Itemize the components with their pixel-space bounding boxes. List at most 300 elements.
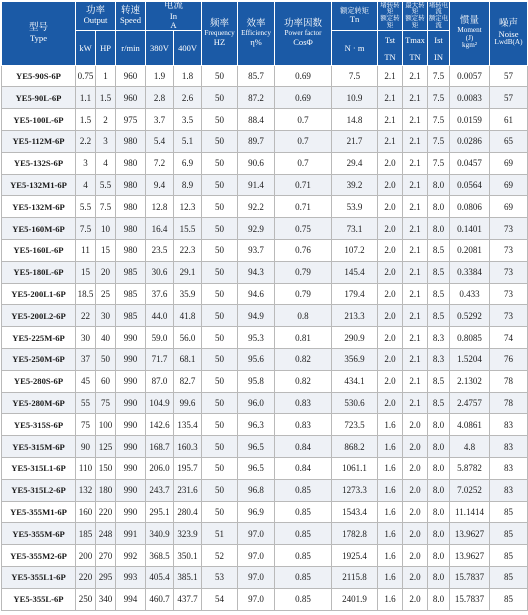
cell-current-380v: 59.0	[146, 327, 174, 349]
cell-output-hp: 150	[96, 457, 116, 479]
table-row	[2, 305, 528, 327]
cell-output-kw: 4	[76, 174, 96, 196]
cell-max-torque-ratio: 2.0	[403, 436, 428, 458]
cell-inertia: 15.7837	[450, 588, 490, 610]
cell-output-kw: 22	[76, 305, 96, 327]
cell-model: YE5-200L2-6P	[2, 305, 76, 327]
table-row	[2, 65, 528, 87]
cell-current-400v: 5.1	[174, 130, 202, 152]
cell-model: YE5-280S-6P	[2, 370, 76, 392]
header-type: 型号 Type	[2, 2, 76, 66]
cell-rated-torque: 10.9	[332, 87, 378, 109]
header-noise: 噪声 Noise LwdB(A)	[490, 2, 528, 66]
cell-rated-torque: 1543.4	[332, 501, 378, 523]
cell-inertia: 1.5204	[450, 348, 490, 370]
cell-inertia: 13.9627	[450, 523, 490, 545]
cell-output-hp: 3	[96, 130, 116, 152]
cell-efficiency: 93.7	[238, 239, 275, 261]
cell-current-400v: 15.5	[174, 218, 202, 240]
cell-current-400v: 2.6	[174, 87, 202, 109]
cell-efficiency: 87.2	[238, 87, 275, 109]
cell-locked-current-ratio: 8.0	[428, 436, 450, 458]
table-row	[2, 414, 528, 436]
cell-locked-torque-ratio: 2.0	[378, 305, 403, 327]
cell-current-380v: 168.7	[146, 436, 174, 458]
cell-locked-torque-ratio: 2.1	[378, 87, 403, 109]
table-row	[2, 370, 528, 392]
cell-locked-current-ratio: 8.5	[428, 239, 450, 261]
header-speed-unit: r/min	[116, 31, 146, 66]
cell-locked-current-ratio: 8.0	[428, 479, 450, 501]
cell-rated-torque: 145.4	[332, 261, 378, 283]
cell-locked-current-ratio: 8.0	[428, 566, 450, 588]
cell-noise: 73	[490, 261, 528, 283]
cell-output-kw: 1.1	[76, 87, 96, 109]
cell-locked-current-ratio: 7.5	[428, 130, 450, 152]
cell-frequency: 51	[202, 523, 238, 545]
cell-current-380v: 206.0	[146, 457, 174, 479]
cell-power-factor: 0.76	[275, 239, 332, 261]
cell-power-factor: 0.85	[275, 588, 332, 610]
cell-inertia: 0.8085	[450, 327, 490, 349]
table-row	[2, 218, 528, 240]
cell-rated-torque: 14.8	[332, 109, 378, 131]
cell-power-factor: 0.79	[275, 261, 332, 283]
cell-frequency: 50	[202, 65, 238, 87]
cell-model: YE5-280M-6P	[2, 392, 76, 414]
cell-frequency: 50	[202, 305, 238, 327]
cell-max-torque-ratio: 2.1	[403, 174, 428, 196]
cell-efficiency: 96.5	[238, 457, 275, 479]
cell-rated-torque: 1273.3	[332, 479, 378, 501]
cell-current-400v: 29.1	[174, 261, 202, 283]
cell-output-hp: 20	[96, 261, 116, 283]
cell-inertia: 0.0159	[450, 109, 490, 131]
cell-model: YE5-355M1-6P	[2, 501, 76, 523]
cell-inertia: 0.0083	[450, 87, 490, 109]
cell-power-factor: 0.79	[275, 283, 332, 305]
cell-rated-torque: 179.4	[332, 283, 378, 305]
table-row	[2, 545, 528, 567]
cell-current-400v: 12.3	[174, 196, 202, 218]
cell-current-380v: 460.7	[146, 588, 174, 610]
cell-output-hp: 5.5	[96, 174, 116, 196]
cell-max-torque-ratio: 2.1	[403, 152, 428, 174]
cell-current-380v: 2.8	[146, 87, 174, 109]
cell-locked-current-ratio: 8.0	[428, 218, 450, 240]
cell-max-torque-ratio: 2.1	[403, 348, 428, 370]
cell-output-hp: 125	[96, 436, 116, 458]
table-header	[2, 2, 528, 66]
cell-power-factor: 0.75	[275, 218, 332, 240]
cell-inertia: 2.4757	[450, 392, 490, 414]
cell-inertia: 0.0457	[450, 152, 490, 174]
cell-locked-torque-ratio: 2.0	[378, 327, 403, 349]
cell-output-hp: 10	[96, 218, 116, 240]
cell-current-380v: 23.5	[146, 239, 174, 261]
cell-current-380v: 5.4	[146, 130, 174, 152]
cell-locked-current-ratio: 8.0	[428, 588, 450, 610]
cell-model: YE5-160L-6P	[2, 239, 76, 261]
cell-speed: 990	[116, 414, 146, 436]
cell-max-torque-ratio: 2.1	[403, 130, 428, 152]
cell-output-hp: 15	[96, 239, 116, 261]
cell-rated-torque: 1061.1	[332, 457, 378, 479]
cell-noise: 69	[490, 174, 528, 196]
cell-model: YE5-180L-6P	[2, 261, 76, 283]
cell-speed: 990	[116, 348, 146, 370]
header-power-factor: 功率因数 Power factor CosΦ	[275, 2, 332, 66]
cell-output-hp: 75	[96, 392, 116, 414]
cell-rated-torque: 53.9	[332, 196, 378, 218]
cell-efficiency: 96.5	[238, 436, 275, 458]
cell-noise: 78	[490, 392, 528, 414]
cell-current-380v: 3.7	[146, 109, 174, 131]
cell-noise: 73	[490, 218, 528, 240]
table-row	[2, 239, 528, 261]
cell-power-factor: 0.81	[275, 327, 332, 349]
cell-speed: 980	[116, 218, 146, 240]
cell-frequency: 50	[202, 436, 238, 458]
header-frequency: 频率 Frequency HZ	[202, 2, 238, 66]
cell-model: YE5-90S-6P	[2, 65, 76, 87]
cell-noise: 61	[490, 109, 528, 131]
cell-rated-torque: 29.4	[332, 152, 378, 174]
cell-noise: 57	[490, 87, 528, 109]
cell-max-torque-ratio: 2.1	[403, 239, 428, 261]
cell-inertia: 0.1401	[450, 218, 490, 240]
header-rated-torque-unit: N · m	[332, 31, 378, 66]
cell-current-400v: 68.1	[174, 348, 202, 370]
cell-current-380v: 295.1	[146, 501, 174, 523]
cell-power-factor: 0.71	[275, 196, 332, 218]
cell-frequency: 50	[202, 152, 238, 174]
cell-output-kw: 30	[76, 327, 96, 349]
cell-noise: 85	[490, 523, 528, 545]
table-row	[2, 566, 528, 588]
cell-speed: 980	[116, 152, 146, 174]
cell-output-hp: 100	[96, 414, 116, 436]
cell-output-kw: 250	[76, 588, 96, 610]
cell-frequency: 50	[202, 327, 238, 349]
cell-locked-current-ratio: 7.5	[428, 109, 450, 131]
table-row	[2, 348, 528, 370]
cell-max-torque-ratio: 2.1	[403, 327, 428, 349]
cell-inertia: 0.0564	[450, 174, 490, 196]
cell-rated-torque: 39.2	[332, 174, 378, 196]
cell-output-kw: 55	[76, 392, 96, 414]
table-row	[2, 109, 528, 131]
table-row	[2, 87, 528, 109]
cell-output-hp: 295	[96, 566, 116, 588]
cell-model: YE5-132M1-6P	[2, 174, 76, 196]
cell-locked-current-ratio: 8.3	[428, 327, 450, 349]
cell-efficiency: 85.7	[238, 65, 275, 87]
cell-model: YE5-315M-6P	[2, 436, 76, 458]
cell-power-factor: 0.85	[275, 523, 332, 545]
cell-frequency: 50	[202, 370, 238, 392]
cell-output-hp: 1.5	[96, 87, 116, 109]
cell-speed: 990	[116, 501, 146, 523]
cell-locked-torque-ratio: 1.6	[378, 457, 403, 479]
cell-model: YE5-225M-6P	[2, 327, 76, 349]
cell-efficiency: 96.8	[238, 479, 275, 501]
cell-output-hp: 248	[96, 523, 116, 545]
cell-current-380v: 104.9	[146, 392, 174, 414]
cell-current-400v: 195.7	[174, 457, 202, 479]
cell-model: YE5-315L2-6P	[2, 479, 76, 501]
cell-noise: 83	[490, 436, 528, 458]
cell-model: YE5-355M-6P	[2, 523, 76, 545]
cell-efficiency: 91.4	[238, 174, 275, 196]
motor-spec-table-container	[1, 1, 527, 611]
cell-inertia: 4.0861	[450, 414, 490, 436]
header-output-kw: kW	[76, 31, 96, 66]
cell-output-kw: 185	[76, 523, 96, 545]
cell-current-400v: 231.6	[174, 479, 202, 501]
cell-locked-torque-ratio: 1.6	[378, 523, 403, 545]
cell-speed: 990	[116, 327, 146, 349]
cell-power-factor: 0.84	[275, 436, 332, 458]
cell-frequency: 50	[202, 218, 238, 240]
cell-frequency: 53	[202, 566, 238, 588]
cell-noise: 74	[490, 327, 528, 349]
cell-speed: 994	[116, 588, 146, 610]
cell-efficiency: 97.0	[238, 545, 275, 567]
cell-noise: 69	[490, 152, 528, 174]
cell-noise: 85	[490, 566, 528, 588]
cell-inertia: 0.3384	[450, 261, 490, 283]
cell-efficiency: 94.6	[238, 283, 275, 305]
cell-locked-current-ratio: 8.3	[428, 348, 450, 370]
cell-model: YE5-100L-6P	[2, 109, 76, 131]
cell-output-kw: 18.5	[76, 283, 96, 305]
cell-efficiency: 94.9	[238, 305, 275, 327]
cell-max-torque-ratio: 2.0	[403, 479, 428, 501]
cell-locked-current-ratio: 8.0	[428, 457, 450, 479]
cell-current-400v: 56.0	[174, 327, 202, 349]
cell-rated-torque: 723.5	[332, 414, 378, 436]
cell-current-380v: 30.6	[146, 261, 174, 283]
cell-frequency: 50	[202, 283, 238, 305]
cell-locked-current-ratio: 7.5	[428, 65, 450, 87]
cell-locked-torque-ratio: 2.0	[378, 392, 403, 414]
cell-output-hp: 220	[96, 501, 116, 523]
cell-locked-torque-ratio: 2.0	[378, 348, 403, 370]
cell-speed: 960	[116, 65, 146, 87]
cell-rated-torque: 434.1	[332, 370, 378, 392]
cell-model: YE5-315S-6P	[2, 414, 76, 436]
cell-output-kw: 200	[76, 545, 96, 567]
cell-frequency: 50	[202, 348, 238, 370]
cell-locked-torque-ratio: 2.1	[378, 130, 403, 152]
cell-model: YE5-200L1-6P	[2, 283, 76, 305]
cell-locked-torque-ratio: 2.0	[378, 370, 403, 392]
header-locked-current: 堵转电流 额定电流	[428, 1, 449, 29]
header-locked-torque: 堵转转矩 额定转矩	[378, 2, 403, 31]
cell-power-factor: 0.71	[275, 174, 332, 196]
cell-power-factor: 0.85	[275, 501, 332, 523]
cell-output-kw: 90	[76, 436, 96, 458]
cell-current-400v: 280.4	[174, 501, 202, 523]
cell-power-factor: 0.7	[275, 152, 332, 174]
cell-rated-torque: 2401.9	[332, 588, 378, 610]
cell-power-factor: 0.84	[275, 457, 332, 479]
cell-model: YE5-355M2-6P	[2, 545, 76, 567]
cell-max-torque-ratio: 2.1	[403, 218, 428, 240]
cell-frequency: 50	[202, 87, 238, 109]
cell-output-kw: 3	[76, 152, 96, 174]
cell-output-hp: 2	[96, 109, 116, 131]
cell-speed: 993	[116, 566, 146, 588]
cell-frequency: 50	[202, 457, 238, 479]
cell-frequency: 50	[202, 501, 238, 523]
cell-output-kw: 7.5	[76, 218, 96, 240]
cell-current-400v: 135.4	[174, 414, 202, 436]
cell-output-hp: 1	[96, 65, 116, 87]
cell-max-torque-ratio: 2.1	[403, 87, 428, 109]
cell-model: YE5-160M-6P	[2, 218, 76, 240]
cell-speed: 990	[116, 436, 146, 458]
cell-speed: 975	[116, 109, 146, 131]
cell-current-400v: 22.3	[174, 239, 202, 261]
cell-locked-current-ratio: 7.5	[428, 87, 450, 109]
cell-inertia: 5.8782	[450, 457, 490, 479]
cell-current-400v: 6.9	[174, 152, 202, 174]
cell-locked-current-ratio: 8.5	[428, 261, 450, 283]
cell-speed: 992	[116, 545, 146, 567]
cell-inertia: 13.9627	[450, 545, 490, 567]
cell-locked-current-ratio: 8.0	[428, 545, 450, 567]
cell-current-400v: 3.5	[174, 109, 202, 131]
cell-max-torque-ratio: 2.1	[403, 370, 428, 392]
cell-output-kw: 45	[76, 370, 96, 392]
cell-locked-current-ratio: 8.0	[428, 196, 450, 218]
cell-inertia: 0.0806	[450, 196, 490, 218]
cell-current-400v: 1.8	[174, 65, 202, 87]
cell-noise: 85	[490, 501, 528, 523]
cell-current-400v: 35.9	[174, 283, 202, 305]
cell-speed: 985	[116, 305, 146, 327]
table-row	[2, 196, 528, 218]
cell-output-hp: 270	[96, 545, 116, 567]
cell-noise: 69	[490, 196, 528, 218]
cell-current-380v: 1.9	[146, 65, 174, 87]
cell-power-factor: 0.7	[275, 109, 332, 131]
header-current: 电流 In A	[146, 2, 202, 31]
cell-efficiency: 96.0	[238, 392, 275, 414]
header-max-torque-ratio: Tmax TN	[403, 31, 428, 66]
cell-current-400v: 437.7	[174, 588, 202, 610]
cell-output-kw: 160	[76, 501, 96, 523]
cell-current-400v: 385.1	[174, 566, 202, 588]
table-row	[2, 130, 528, 152]
cell-efficiency: 94.3	[238, 261, 275, 283]
cell-max-torque-ratio: 2.0	[403, 545, 428, 567]
table-row	[2, 283, 528, 305]
cell-output-hp: 180	[96, 479, 116, 501]
table-row	[2, 436, 528, 458]
header-rated-torque: 额定转矩 Tn	[332, 2, 378, 31]
cell-rated-torque: 290.9	[332, 327, 378, 349]
cell-locked-current-ratio: 8.0	[428, 414, 450, 436]
cell-inertia: 2.1302	[450, 370, 490, 392]
header-output-hp: HP	[96, 31, 116, 66]
cell-locked-torque-ratio: 1.6	[378, 588, 403, 610]
cell-rated-torque: 7.5	[332, 65, 378, 87]
cell-frequency: 50	[202, 239, 238, 261]
cell-efficiency: 97.0	[238, 588, 275, 610]
cell-speed: 990	[116, 479, 146, 501]
cell-output-hp: 40	[96, 327, 116, 349]
cell-efficiency: 95.8	[238, 370, 275, 392]
cell-output-hp: 50	[96, 348, 116, 370]
header-inertia: 惯量 Moment (J) kgm²	[450, 2, 490, 66]
cell-max-torque-ratio: 2.1	[403, 109, 428, 131]
cell-noise: 83	[490, 479, 528, 501]
cell-current-380v: 87.0	[146, 370, 174, 392]
cell-efficiency: 90.6	[238, 152, 275, 174]
cell-output-kw: 1.5	[76, 109, 96, 131]
cell-locked-torque-ratio: 1.6	[378, 501, 403, 523]
cell-max-torque-ratio: 2.0	[403, 457, 428, 479]
cell-noise: 85	[490, 588, 528, 610]
cell-locked-current-ratio: 8.5	[428, 305, 450, 327]
cell-power-factor: 0.85	[275, 479, 332, 501]
cell-locked-current-ratio: 7.5	[428, 152, 450, 174]
cell-locked-current-ratio: 8.0	[428, 523, 450, 545]
cell-output-kw: 11	[76, 239, 96, 261]
cell-model: YE5-112M-6P	[2, 130, 76, 152]
cell-locked-torque-ratio: 2.0	[378, 196, 403, 218]
cell-current-400v: 323.9	[174, 523, 202, 545]
table-row	[2, 457, 528, 479]
cell-noise: 73	[490, 239, 528, 261]
cell-locked-torque-ratio: 2.1	[378, 65, 403, 87]
table-row	[2, 327, 528, 349]
cell-output-hp: 4	[96, 152, 116, 174]
cell-rated-torque: 73.1	[332, 218, 378, 240]
cell-efficiency: 97.0	[238, 523, 275, 545]
cell-current-400v: 41.8	[174, 305, 202, 327]
cell-max-torque-ratio: 2.0	[403, 588, 428, 610]
cell-model: YE5-355L-6P	[2, 588, 76, 610]
cell-current-380v: 37.6	[146, 283, 174, 305]
cell-current-380v: 12.8	[146, 196, 174, 218]
table-row	[2, 523, 528, 545]
table-row	[2, 174, 528, 196]
cell-model: YE5-132M-6P	[2, 196, 76, 218]
cell-locked-torque-ratio: 1.6	[378, 414, 403, 436]
cell-current-400v: 8.9	[174, 174, 202, 196]
header-current-400v: 400V	[174, 31, 202, 66]
cell-frequency: 50	[202, 196, 238, 218]
cell-output-kw: 220	[76, 566, 96, 588]
cell-locked-torque-ratio: 1.6	[378, 566, 403, 588]
header-max-torque: 最大转矩 额定转矩	[403, 2, 428, 31]
cell-rated-torque: 868.2	[332, 436, 378, 458]
cell-output-hp: 60	[96, 370, 116, 392]
cell-current-400v: 160.3	[174, 436, 202, 458]
cell-power-factor: 0.83	[275, 414, 332, 436]
cell-output-hp: 7.5	[96, 196, 116, 218]
cell-speed: 990	[116, 392, 146, 414]
cell-frequency: 50	[202, 174, 238, 196]
cell-frequency: 52	[202, 545, 238, 567]
cell-frequency: 50	[202, 392, 238, 414]
cell-current-380v: 44.0	[146, 305, 174, 327]
cell-efficiency: 95.6	[238, 348, 275, 370]
